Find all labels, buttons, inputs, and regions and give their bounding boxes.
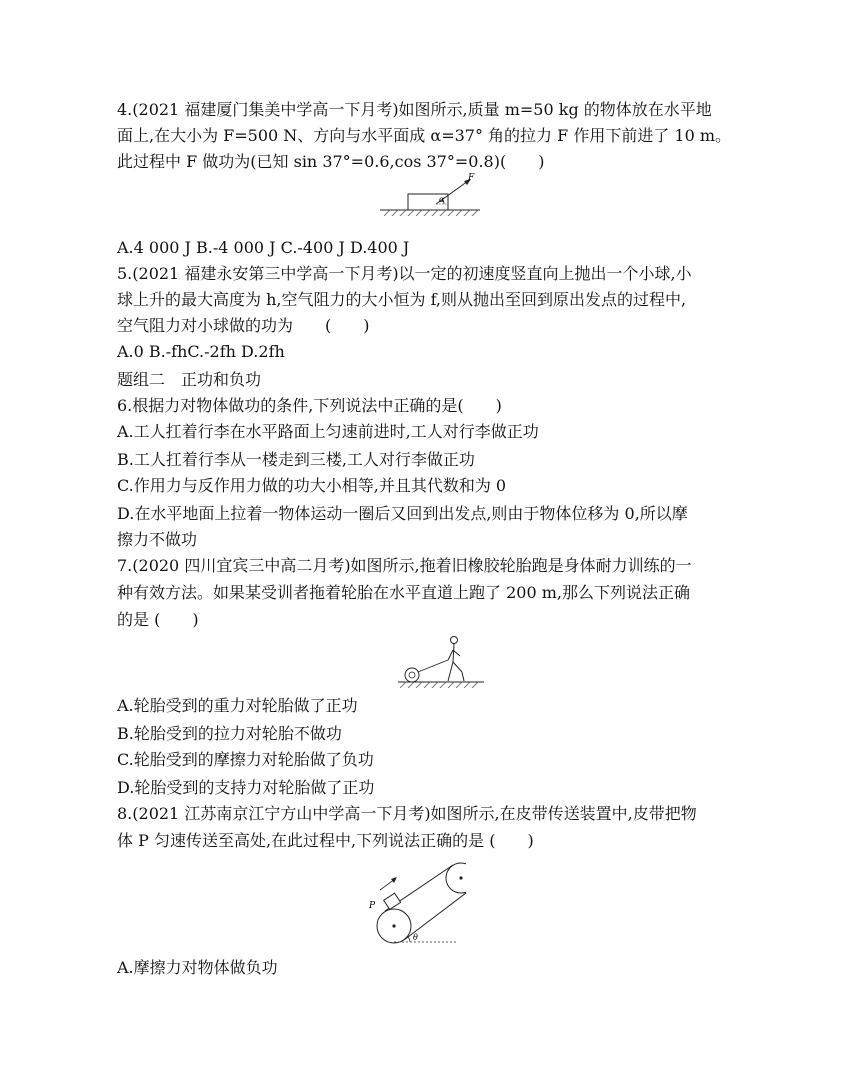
q7-line-1: 7.(2020 四川宜宾三中高二月考)如图所示,拖着旧橡胶轮胎跑是身体耐力训练的一 — [117, 556, 692, 575]
q6-stem: 6.根据力对物体做功的条件,下列说法中正确的是( ) — [117, 396, 502, 415]
q6-option-c: C.作用力与反作用力做的功大小相等,并且其代数和为 0 — [117, 476, 507, 495]
group2-title: 题组二 正功和负功 — [117, 370, 262, 389]
q5-line-3: 空气阻力对小球做的功为 ( ) — [117, 316, 370, 335]
q4-line-3: 此过程中 F 做功为(已知 sin 37°=0.6,cos 37°=0.8)( ) — [117, 152, 545, 171]
q4-options: A.4 000 J B.-4 000 J C.-400 J D.400 J — [117, 238, 410, 257]
q6-option-b: B.工人扛着行李从一楼走到三楼,工人对行李做正功 — [117, 450, 475, 469]
q7-option-c: C.轮胎受到的摩擦力对轮胎做了负功 — [117, 750, 374, 769]
q7-figure — [396, 632, 486, 690]
q7-tire — [405, 668, 419, 682]
q8-line-2: 体 P 匀速传送至高处,在此过程中,下列说法正确的是 ( ) — [117, 831, 534, 850]
q7-ground-hatch — [400, 682, 478, 688]
q4-ground-hatch — [384, 210, 478, 216]
q8-line-1: 8.(2021 江苏南京江宁方山中学高一下月考)如图所示,在皮带传送装置中,皮带把物 — [117, 804, 697, 823]
q7-rope — [418, 660, 448, 672]
q7-option-a: A.轮胎受到的重力对轮胎做了正功 — [117, 696, 358, 715]
q6-option-d-line-2: 擦力不做功 — [117, 530, 198, 549]
q5-options: A.0 B.-fhC.-2fh D.2fh — [117, 342, 285, 361]
q8-angle-arc — [408, 937, 410, 942]
q7-runner-figure — [448, 637, 464, 682]
q4-force-label: F — [468, 173, 475, 183]
q4-line-2: 面上,在大小为 F=500 N、方向与水平面成 α=37° 角的拉力 F 作用下前进了 10 m。 — [117, 126, 732, 145]
q4-angle-label: α — [439, 195, 445, 204]
q6-option-d-line-1: D.在水平地面上拉着一物体运动一圈后又回到出发点,则由于物体位移为 0,所以摩 — [117, 504, 688, 523]
q8-figure — [366, 856, 466, 948]
q7-line-2: 种有效方法。如果某受训者拖着轮胎在水平直道上跑了 200 m,那么下列说法正确 — [117, 583, 690, 602]
q5-line-2: 球上升的最大高度为 h,空气阻力的大小恒为 f,则从抛出至回到原出发点的过程中, — [117, 290, 687, 309]
q7-option-b: B.轮胎受到的拉力对轮胎不做功 — [117, 724, 342, 743]
q7-option-d: D.轮胎受到的支持力对轮胎做了正功 — [117, 778, 375, 797]
q8-option-a: A.摩擦力对物体做负功 — [117, 958, 278, 977]
q4-figure — [380, 172, 480, 230]
q6-option-a: A.工人扛着行李在水平路面上匀速前进时,工人对行李做正功 — [117, 422, 539, 441]
q8-block-label: P — [369, 901, 376, 911]
q5-line-1: 5.(2021 福建永安第三中学高一下月考)以一定的初速度竖直向上抛出一个小球,小 — [117, 264, 692, 283]
q4-line-1: 4.(2021 福建厦门集美中学高一下月考)如图所示,质量 m=50 kg 的物体放在水平地 — [117, 100, 712, 119]
q8-block-p — [384, 893, 401, 909]
q7-line-3: 的是 ( ) — [117, 610, 199, 629]
q8-angle-label: θ — [413, 933, 418, 942]
